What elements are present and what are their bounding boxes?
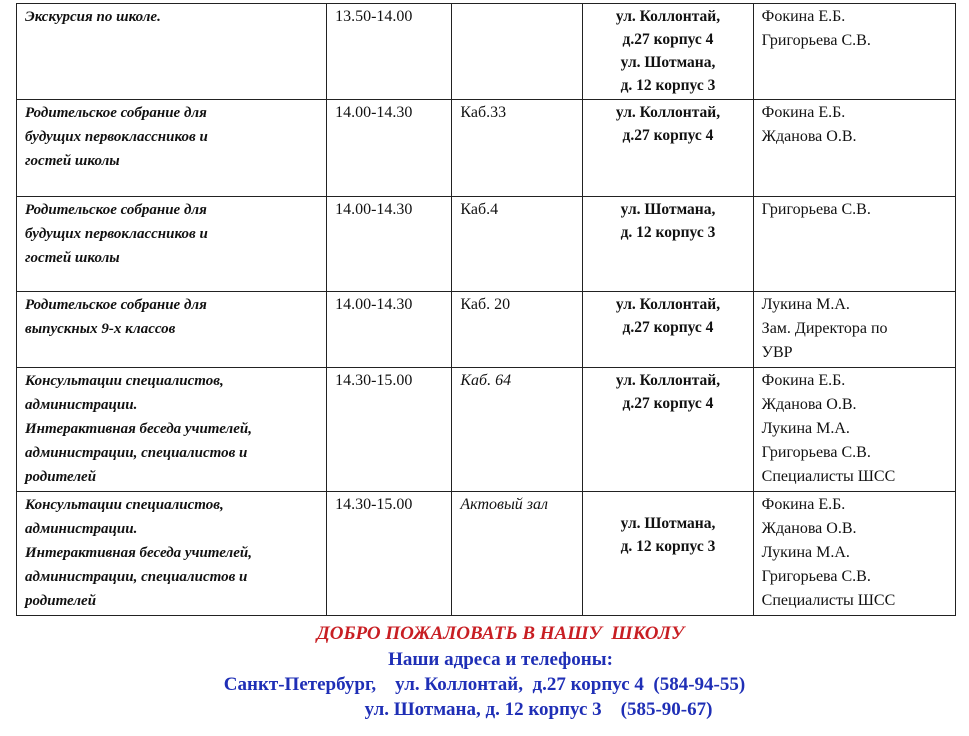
address-cell [583, 4, 753, 100]
room-cell: Каб.4 [452, 197, 583, 292]
addresses-title [0, 648, 969, 672]
event-line: Родительское собрание для [25, 202, 207, 218]
address-cell [583, 492, 753, 616]
event-line: Консультации специалистов, [25, 373, 224, 389]
event-cell [17, 492, 327, 616]
responsible-line: Специалисты ШСС [761, 468, 896, 485]
responsible-cell [753, 100, 955, 197]
table-row [17, 368, 956, 492]
address-line-1-text: Санкт-Петербург, ул. Коллонтай, д.27 корпус 4 (584-94-55) [223, 674, 746, 695]
event-line: Родительское собрание для [25, 297, 207, 313]
address-line-spb [0, 673, 969, 697]
event-line: администрации, специалистов и [25, 569, 248, 585]
event-line: Интерактивная беседа учителей, [25, 421, 252, 437]
event-line: администрации. [25, 521, 138, 537]
event-line: выпускных 9-х классов [25, 321, 176, 337]
responsible-cell [753, 197, 955, 292]
table-row [17, 492, 956, 616]
event-cell [17, 368, 327, 492]
responsible-line: Жданова О.В. [761, 396, 857, 413]
event-line: Интерактивная беседа учителей, [25, 545, 252, 561]
responsible-line: Фокина Е.Б. [761, 372, 846, 389]
responsible-line: Лукина М.А. [761, 420, 850, 437]
responsible-line: Фокина Е.Б. [761, 8, 846, 25]
time-cell: 14.30-15.00 [327, 368, 452, 492]
event-line: родителей [25, 469, 97, 485]
responsible-line: Зам. Директора по [761, 320, 888, 337]
responsible-line: Лукина М.А. [761, 296, 850, 313]
event-line: администрации. [25, 397, 138, 413]
welcome-heading [0, 622, 969, 646]
responsible-line: Григорьева С.В. [761, 568, 871, 585]
address-line-shotmana [0, 698, 969, 722]
schedule-body [17, 4, 956, 616]
event-line: Консультации специалистов, [25, 497, 224, 513]
responsible-line: Григорьева С.В. [761, 444, 871, 461]
room-cell: Каб.33 [452, 100, 583, 197]
room-cell: Каб. 20 [452, 292, 583, 368]
room-cell: Актовый зал [452, 492, 583, 616]
event-line: родителей [25, 593, 97, 609]
event-line: гостей школы [25, 250, 120, 266]
event-cell [17, 100, 327, 197]
responsible-cell [753, 292, 955, 368]
responsible-line: Григорьева С.В. [761, 32, 871, 49]
schedule-table [16, 3, 956, 616]
address-line: ул. Шотмана, [620, 201, 716, 218]
address-line: д.27 корпус 4 [622, 31, 714, 48]
event-cell [17, 4, 327, 100]
event-cell [17, 292, 327, 368]
address-cell [583, 292, 753, 368]
address-line: ул. Коллонтай, [615, 372, 721, 389]
event-line: Экскурсия по школе. [25, 9, 161, 25]
address-line-2-text: ул. Шотмана, д. 12 корпус 3 (585-90-67) [364, 699, 713, 720]
room-cell [452, 4, 583, 100]
responsible-line: Специалисты ШСС [761, 592, 896, 609]
time-cell: 14.00-14.30 [327, 292, 452, 368]
responsible-cell [753, 492, 955, 616]
welcome-text: ДОБРО ПОЖАЛОВАТЬ В НАШУ ШКОЛУ [316, 623, 685, 644]
responsible-line: Жданова О.В. [761, 128, 857, 145]
address-line: д. 12 корпус 3 [620, 77, 716, 94]
address-line: ул. Коллонтай, [615, 104, 721, 121]
address-cell [583, 197, 753, 292]
responsible-line: Григорьева С.В. [761, 201, 871, 218]
address-line: д.27 корпус 4 [622, 319, 714, 336]
responsible-line: УВР [761, 344, 793, 361]
address-cell [583, 100, 753, 197]
event-line: гостей школы [25, 153, 120, 169]
time-cell: 14.00-14.30 [327, 197, 452, 292]
responsible-cell [753, 368, 955, 492]
event-line: Родительское собрание для [25, 105, 207, 121]
addresses-title-text: Наши адреса и телефоны: [388, 649, 613, 670]
room-cell: Каб. 64 [452, 368, 583, 492]
responsible-line: Лукина М.А. [761, 544, 850, 561]
responsible-line: Жданова О.В. [761, 520, 857, 537]
table-row [17, 100, 956, 197]
time-cell: 13.50-14.00 [327, 4, 452, 100]
responsible-line: Фокина Е.Б. [761, 496, 846, 513]
address-line: д. 12 корпус 3 [620, 538, 716, 555]
table-row [17, 292, 956, 368]
event-cell [17, 197, 327, 292]
responsible-line: Фокина Е.Б. [761, 104, 846, 121]
address-line: ул. Шотмана, [620, 515, 716, 532]
address-line: ул. Шотмана, [620, 54, 716, 71]
table-row [17, 4, 956, 100]
address-line: д.27 корпус 4 [622, 395, 714, 412]
address-line: д.27 корпус 4 [622, 127, 714, 144]
responsible-cell [753, 4, 955, 100]
address-line: ул. Коллонтай, [615, 8, 721, 25]
event-line: администрации, специалистов и [25, 445, 248, 461]
time-cell: 14.00-14.30 [327, 100, 452, 197]
time-cell: 14.30-15.00 [327, 492, 452, 616]
event-line: будущих первоклассников и [25, 129, 208, 145]
address-cell [583, 368, 753, 492]
table-row [17, 197, 956, 292]
event-line: будущих первоклассников и [25, 226, 208, 242]
address-line: ул. Коллонтай, [615, 296, 721, 313]
address-line: д. 12 корпус 3 [620, 224, 716, 241]
